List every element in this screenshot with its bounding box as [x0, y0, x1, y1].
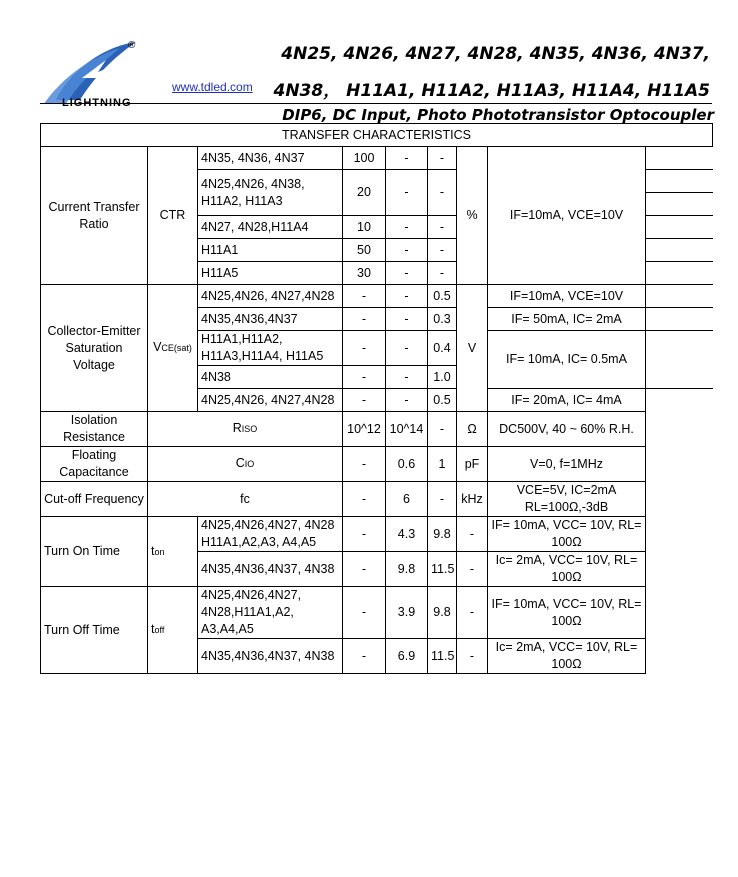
param-cell: Turn On Time: [41, 517, 148, 587]
condition-cell: IF= 10mA, IC= 0.5mA: [488, 331, 646, 389]
min-cell: -: [343, 587, 386, 639]
min-cell: 10: [343, 216, 386, 239]
min-cell: 20: [343, 170, 386, 216]
condition-cell: V=0, f=1MHz: [488, 447, 646, 482]
symbol-cell: toff: [148, 587, 198, 674]
device-cell: H11A5: [198, 262, 343, 285]
typ-cell: -: [386, 285, 428, 308]
unit-cell: pF: [457, 447, 488, 482]
typ-cell: 0.6: [386, 447, 428, 482]
symbol-cell: CTR: [148, 147, 198, 285]
typ-cell: -: [386, 389, 428, 412]
max-cell: 0.4: [428, 331, 457, 366]
condition-cell: Ic= 2mA, VCC= 10V, RL= 100Ω: [488, 639, 646, 674]
symbol-cell: fc: [148, 482, 343, 517]
min-cell: 100: [343, 147, 386, 170]
symbol-cell: CIO: [148, 447, 343, 482]
typ-cell: -: [386, 170, 428, 216]
param-cell: Cut-off Frequency: [41, 482, 148, 517]
device-cell: 4N25,4N26, 4N38, H11A2, H11A3: [198, 170, 343, 216]
unit-cell: -: [457, 639, 488, 674]
typ-cell: -: [386, 239, 428, 262]
max-cell: -: [428, 239, 457, 262]
param-cell: Isolation Resistance: [41, 412, 148, 447]
typ-cell: 9.8: [386, 552, 428, 587]
device-cell: H11A1: [198, 239, 343, 262]
typ-cell: -: [386, 216, 428, 239]
device-cell: 4N35,4N36,4N37, 4N38: [198, 552, 343, 587]
device-cell: 4N25,4N26, 4N27,4N28: [198, 285, 343, 308]
unit-cell: -: [457, 587, 488, 639]
max-cell: 9.8: [428, 517, 457, 552]
typ-cell: 3.9: [386, 587, 428, 639]
min-cell: -: [343, 331, 386, 366]
table-row: [41, 147, 713, 170]
max-cell: 9.8: [428, 587, 457, 639]
device-cell: 4N35, 4N36, 4N37: [198, 147, 343, 170]
symbol-cell: ton: [148, 517, 198, 587]
min-cell: -: [343, 389, 386, 412]
unit-cell: Ω: [457, 412, 488, 447]
device-cell: 4N35,4N36,4N37: [198, 308, 343, 331]
title-line-1: 4N25, 4N26, 4N27, 4N28, 4N35, 4N36, 4N37,: [281, 44, 710, 64]
device-cell: 4N25,4N26,4N27, 4N28 H11A1,A2,A3, A4,A5: [198, 517, 343, 552]
min-cell: -: [343, 447, 386, 482]
max-cell: 1: [428, 447, 457, 482]
max-cell: -: [428, 482, 457, 517]
typ-cell: 10^14: [386, 412, 428, 447]
condition-cell: IF=10mA, VCE=10V: [488, 285, 646, 308]
unit-cell: %: [457, 147, 488, 285]
title-line-2: 4N38， H11A1, H11A2, H11A3, H11A4, H11A5: [273, 81, 710, 101]
min-cell: -: [343, 285, 386, 308]
param-cell: Floating Capacitance: [41, 447, 148, 482]
typ-cell: -: [386, 366, 428, 389]
max-cell: -: [428, 216, 457, 239]
condition-cell: IF=10mA, VCE=10V: [488, 147, 646, 285]
param-cell: Current Transfer Ratio: [41, 147, 148, 285]
param-cell: Collector-Emitter Saturation Voltage: [41, 285, 148, 412]
min-cell: -: [343, 482, 386, 517]
min-cell: -: [343, 552, 386, 587]
device-cell: 4N25,4N26, 4N27,4N28: [198, 389, 343, 412]
unit-cell: V: [457, 285, 488, 412]
max-cell: 0.3: [428, 308, 457, 331]
min-cell: 30: [343, 262, 386, 285]
min-cell: 50: [343, 239, 386, 262]
param-cell: Turn Off Time: [41, 587, 148, 674]
min-cell: 10^12: [343, 412, 386, 447]
min-cell: -: [343, 639, 386, 674]
typ-cell: 4.3: [386, 517, 428, 552]
unit-cell: -: [457, 517, 488, 552]
max-cell: -: [428, 262, 457, 285]
condition-cell: IF= 20mA, IC= 4mA: [488, 389, 646, 412]
device-cell: 4N25,4N26,4N27, 4N28,H11A1,A2, A3,A4,A5: [198, 587, 343, 639]
typ-cell: -: [386, 262, 428, 285]
max-cell: 0.5: [428, 389, 457, 412]
condition-cell: Ic= 2mA, VCC= 10V, RL= 100Ω: [488, 552, 646, 587]
max-cell: 11.5: [428, 552, 457, 587]
typ-cell: 6: [386, 482, 428, 517]
typ-cell: -: [386, 308, 428, 331]
max-cell: -: [428, 147, 457, 170]
condition-cell: IF= 50mA, IC= 2mA: [488, 308, 646, 331]
typ-cell: -: [386, 331, 428, 366]
max-cell: -: [428, 412, 457, 447]
header-rule: [40, 103, 712, 104]
registered-mark: ®: [128, 40, 136, 51]
min-cell: -: [343, 308, 386, 331]
max-cell: 11.5: [428, 639, 457, 674]
symbol-cell: RISO: [148, 412, 343, 447]
brand-name: LIGHTNING: [62, 97, 132, 109]
subtitle: DIP6, DC Input, Photo Phototransistor Optocoupler: [282, 106, 714, 124]
condition-cell: IF= 10mA, VCC= 10V, RL= 100Ω: [488, 587, 646, 639]
device-cell: 4N38: [198, 366, 343, 389]
max-cell: -: [428, 170, 457, 216]
table-title: TRANSFER CHARACTERISTICS: [41, 124, 713, 147]
unit-cell: kHz: [457, 482, 488, 517]
condition-cell: IF= 10mA, VCC= 10V, RL= 100Ω: [488, 517, 646, 552]
max-cell: 1.0: [428, 366, 457, 389]
unit-cell: -: [457, 552, 488, 587]
symbol-cell: VCE(sat): [148, 285, 198, 412]
transfer-characteristics-table: [40, 123, 712, 877]
device-cell: H11A1,H11A2, H11A3,H11A4, H11A5: [198, 331, 343, 366]
min-cell: -: [343, 366, 386, 389]
typ-cell: -: [386, 147, 428, 170]
device-cell: 4N35,4N36,4N37, 4N38: [198, 639, 343, 674]
min-cell: -: [343, 517, 386, 552]
website-link[interactable]: www.tdled.com: [172, 80, 253, 94]
max-cell: 0.5: [428, 285, 457, 308]
device-cell: 4N27, 4N28,H11A4: [198, 216, 343, 239]
condition-cell: VCE=5V, IC=2mA RL=100Ω,-3dB: [488, 482, 646, 517]
table-title-row: [41, 124, 713, 147]
condition-cell: DC500V, 40 ~ 60% R.H.: [488, 412, 646, 447]
typ-cell: 6.9: [386, 639, 428, 674]
